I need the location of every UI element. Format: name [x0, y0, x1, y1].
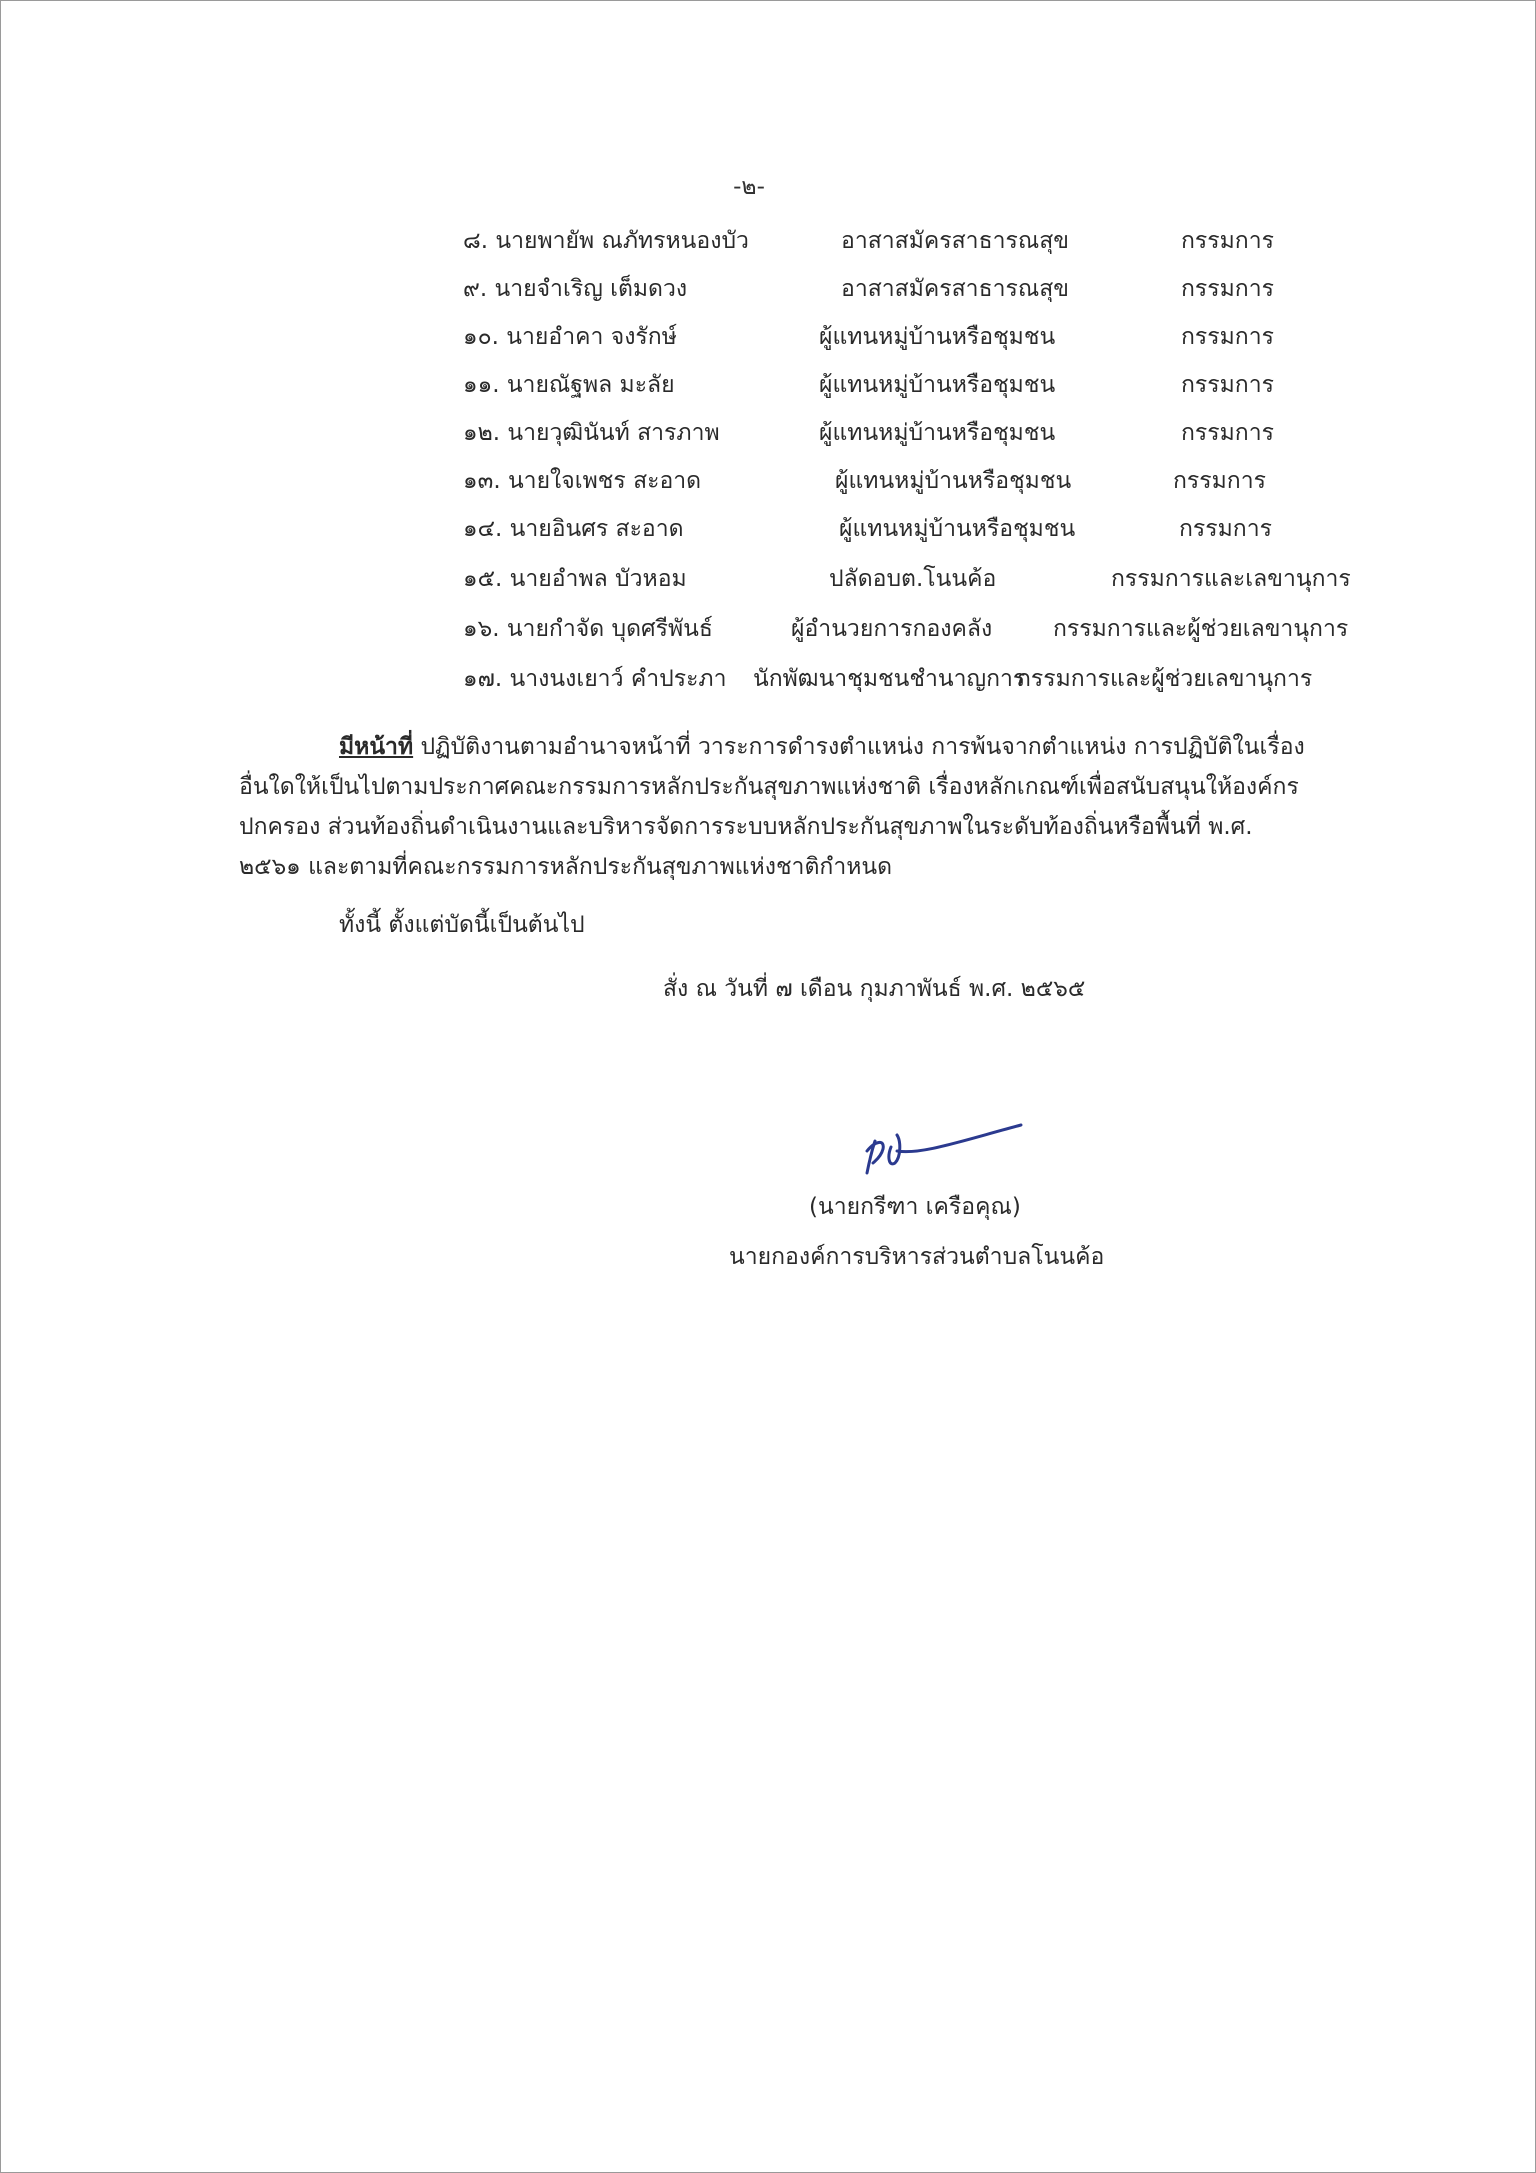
duty-line: ปกครอง ส่วนท้องถิ่นดำเนินงานและบริหารจัดการระบบหลักประกันสุขภาพในระดับท้องถิ่นหรือพื้นที่ พ.ศ. [239, 814, 1253, 840]
member-name: ๑๔. นายอินศร สะอาด [463, 516, 684, 542]
member-position: กรรมการ [1173, 468, 1266, 494]
effective-statement: ทั้งนี้ ตั้งแต่บัดนี้เป็นต้นไป [339, 912, 585, 938]
member-role: ผู้แทนหมู่บ้านหรือชุมชน [819, 372, 1056, 398]
member-position: กรรมการ [1181, 276, 1274, 302]
duty-line: อื่นใดให้เป็นไปตามประกาศคณะกรรมการหลักประกันสุขภาพแห่งชาติ เรื่องหลักเกณฑ์เพื่อสนับสนุนให้องค์กร [239, 774, 1299, 800]
duty-text: ปฏิบัติงานตามอำนาจหน้าที่ วาระการดำรงตำแหน่ง การพ้นจากตำแหน่ง การปฏิบัติในเรื่อง [420, 734, 1305, 760]
member-name: ๑๐. นายอำคา จงรักษ์ [463, 324, 677, 350]
member-name: ๑๒. นายวุฒินันท์ สารภาพ [463, 420, 720, 446]
order-date: สั่ง ณ วันที่ ๗ เดือน กุมภาพันธ์ พ.ศ. ๒๕๖๕ [663, 976, 1086, 1002]
member-name: ๑๕. นายอำพล บัวหอม [463, 566, 687, 592]
member-role: ผู้แทนหมู่บ้านหรือชุมชน [839, 516, 1076, 542]
duty-line [339, 729, 1305, 765]
member-name: ๑๖. นายกำจัด บุดศรีพันธ์ [463, 616, 713, 642]
member-position: กรรมการและผู้ช่วยเลขานุการ [1053, 616, 1349, 642]
member-position: กรรมการ [1181, 324, 1274, 350]
member-role: นักพัฒนาชุมชนชำนาญการ [753, 666, 1026, 692]
page-number: -๒- [733, 174, 765, 200]
member-role: ผู้แทนหมู่บ้านหรือชุมชน [819, 324, 1056, 350]
member-position: กรรมการ [1181, 372, 1274, 398]
member-position: กรรมการ [1181, 420, 1274, 446]
member-name: ๑๓. นายใจเพชร สะอาด [463, 468, 702, 494]
duty-label: มีหน้าที่ [339, 734, 414, 760]
member-name: ๙. นายจำเริญ เต็มดวง [463, 276, 688, 302]
member-name: ๘. นายพายัพ ณภัทรหนองบัว [463, 228, 749, 254]
member-role: อาสาสมัครสาธารณสุข [841, 276, 1069, 302]
member-position: กรรมการ [1181, 228, 1274, 254]
member-role: ผู้แทนหมู่บ้านหรือชุมชน [819, 420, 1056, 446]
member-role: อาสาสมัครสาธารณสุข [841, 228, 1069, 254]
member-role: ผู้อำนวยการกองคลัง [791, 616, 993, 642]
member-position: กรรมการและเลขานุการ [1111, 566, 1351, 592]
signatory-name: (นายกรีฑา เครือคุณ) [809, 1194, 1021, 1220]
member-position: กรรมการ [1179, 516, 1272, 542]
member-position: กรรมการและผู้ช่วยเลขานุการ [1017, 666, 1313, 692]
signatory-title: นายกองค์การบริหารส่วนตำบลโนนค้อ [729, 1244, 1105, 1270]
member-role: ผู้แทนหมู่บ้านหรือชุมชน [835, 468, 1072, 494]
signature-mark [861, 1111, 1041, 1181]
member-name: ๑๗. นางนงเยาว์ คำประภา [463, 666, 727, 692]
member-role: ปลัดอบต.โนนค้อ [829, 566, 997, 592]
duty-line: ๒๕๖๑ และตามที่คณะกรรมการหลักประกันสุขภาพแห่งชาติกำหนด [239, 854, 893, 880]
member-name: ๑๑. นายณัฐพล มะลัย [463, 372, 675, 398]
